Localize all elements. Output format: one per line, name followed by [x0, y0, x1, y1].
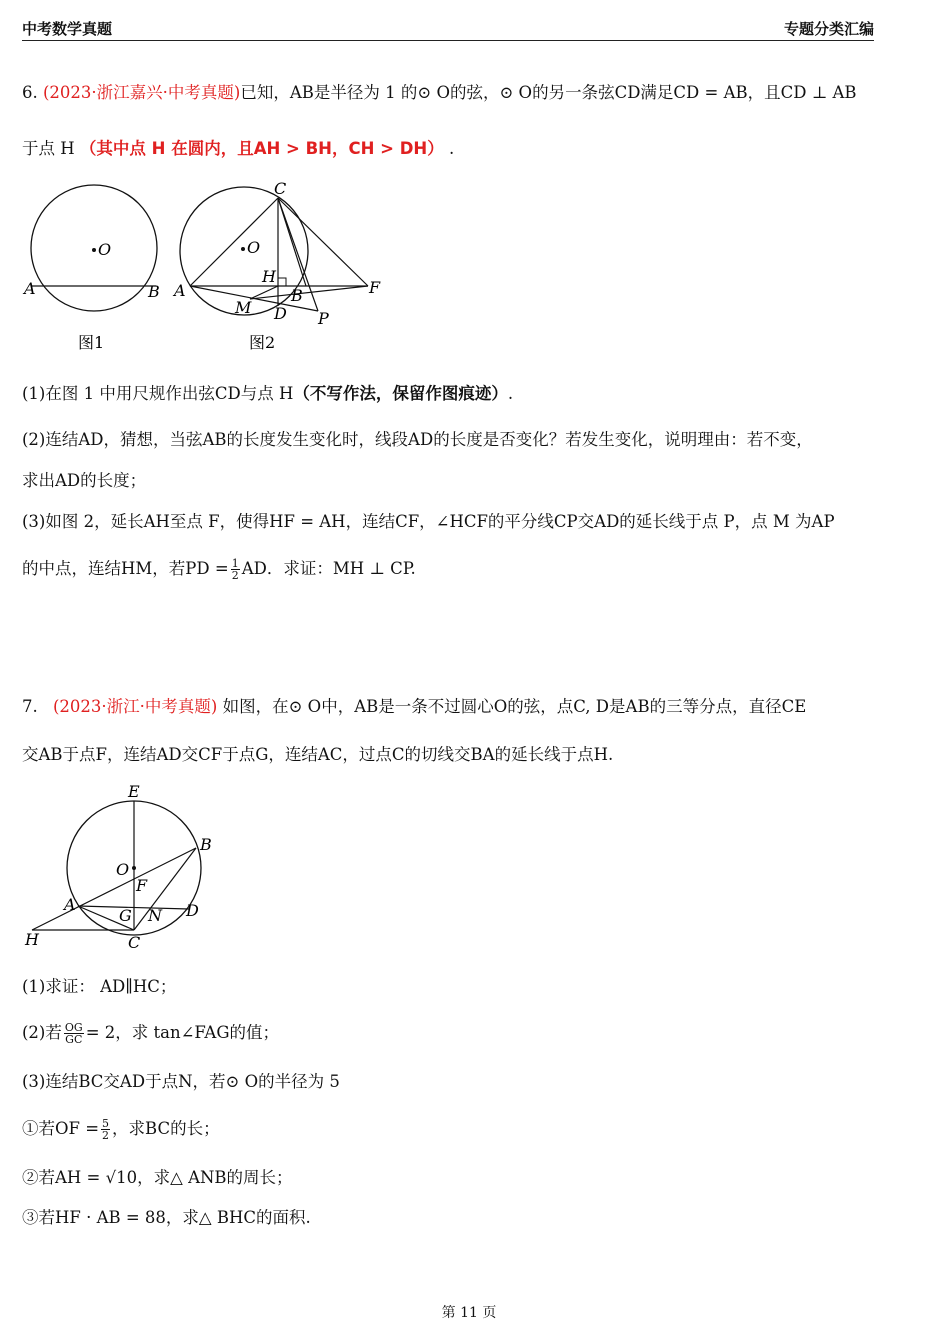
q7-p3-1-den: 2 — [102, 1129, 110, 1142]
q7-p2-num: OG — [64, 1021, 83, 1034]
q7-source: (2023·浙江·中考真题) — [53, 697, 218, 716]
fig2-label-o: O — [247, 238, 261, 257]
q7-number: 7. — [22, 697, 38, 716]
q7-line1 — [22, 696, 806, 718]
fig2-label-b: B — [291, 286, 303, 305]
q7-p3-1-num: 5 — [102, 1117, 110, 1130]
q6-stem2a: 于点 H — [22, 139, 75, 158]
q7-part3-sub3: ③若HF · AB = 88，求△ BHC的面积. — [22, 1208, 311, 1227]
q6-line2 — [22, 138, 454, 160]
q6-p3b-post: AD．求证：MH ⊥ CP. — [241, 559, 416, 578]
q7-label-g: G — [119, 906, 132, 925]
q6-stem1: 已知，AB是半径为 1 的⊙ O的弦，⊙ O的另一条弦CD满足CD = AB，且CD ⊥ AB — [240, 83, 857, 102]
q7-figure — [20, 780, 220, 952]
q7-line-hb — [32, 848, 196, 930]
fig1-label-a: A — [24, 279, 36, 298]
fig2-label-a: A — [174, 281, 186, 300]
q6-p3b-fraction — [231, 558, 240, 581]
q6-figures — [18, 178, 398, 358]
q7-stem1: 如图，在⊙ O中，AB是一条不过圆心O的弦，点C, D是AB的三等分点，直径CE — [222, 697, 807, 716]
q7-line2: 交AB于点F，连结AD交CF于点G，连结AC，过点C的切线交BA的延长线于点H. — [22, 745, 614, 764]
q7-p3-1-pre: ①若OF = — [22, 1119, 100, 1138]
q7-label-o: O — [116, 860, 130, 879]
q7-p2-den: GC — [65, 1033, 83, 1046]
fig2-label-f: F — [369, 278, 381, 297]
fig2-right-angle-mark — [278, 278, 286, 286]
fig2-line-mf — [250, 286, 368, 299]
q7-p2-post: = 2，求 tan∠FAG的值； — [85, 1023, 280, 1042]
header-left: 中考数学真题 — [22, 20, 113, 38]
q6-part1 — [22, 383, 513, 405]
q6-number: 6. — [22, 83, 38, 102]
q6-stem2c: . — [448, 139, 455, 158]
q6-part2-line2: 求出AD的长度； — [22, 471, 147, 490]
q7-part2 — [22, 1022, 279, 1045]
fig2-label-m: M — [235, 298, 252, 317]
q6-part2-line1: (2)连结AD，猜想，当弦AB的长度发生变化时，线段AD的长度是否变化？若发生变化，说明理由：若不变， — [22, 430, 813, 449]
fig1-label-b: B — [148, 282, 160, 301]
q7-label-f: F — [136, 876, 148, 895]
q7-p2-fraction — [64, 1022, 84, 1045]
q7-p3-1-post: ，求BC的长； — [112, 1119, 220, 1138]
fig2-label-p: P — [318, 309, 329, 328]
q7-label-d: D — [186, 901, 199, 920]
q7-part3-sub1 — [22, 1118, 220, 1141]
q6-part3-line2 — [22, 558, 416, 581]
q7-label-a: A — [64, 895, 76, 914]
q6-p3b-num: 1 — [231, 557, 239, 570]
q6-p1c: . — [507, 384, 514, 403]
q7-label-n: N — [148, 906, 162, 925]
fig2-center-dot — [241, 247, 245, 251]
q6-condition: （其中点 H 在圆内，且AH > BH，CH > DH） — [79, 139, 444, 158]
header-right: 专题分类汇编 — [783, 20, 874, 38]
q6-part3-line1: (3)如图 2，延长AH至点 F，使得HF = AH，连结CF，∠HCF的平分线CP交AD的延长线于点 P，点 M 为AP — [22, 512, 835, 531]
fig2-caption: 图2 — [249, 333, 276, 352]
page-footer: 第 11 页 — [441, 1305, 497, 1321]
fig1-label-o: O — [98, 240, 112, 259]
q6-p1b: （不写作法，保留作图痕迹） — [293, 384, 508, 403]
fig2-label-d: D — [274, 304, 287, 323]
q6-line1 — [22, 82, 857, 104]
q7-part1: (1)求证： AD∥HC； — [22, 977, 177, 996]
fig2-circle — [180, 187, 308, 315]
q6-p3b-den: 2 — [231, 569, 239, 582]
q7-label-b: B — [200, 835, 212, 854]
fig2-label-h: H — [262, 267, 276, 286]
q7-p3-1-fraction — [101, 1118, 110, 1141]
q7-label-e: E — [128, 782, 140, 801]
q6-p1a: (1)在图 1 中用尺规作出弦CD与点 H — [22, 384, 294, 403]
fig2-label-c: C — [274, 179, 287, 198]
q7-p2-pre: (2)若 — [22, 1023, 62, 1042]
q7-part3-sub2: ②若AH = √10，求△ ANB的周长； — [22, 1168, 293, 1187]
q6-p3b-pre: 的中点，连结HM，若PD = — [22, 559, 229, 578]
page-header — [22, 14, 874, 41]
q7-label-h: H — [25, 930, 39, 949]
fig1-caption: 图1 — [78, 333, 105, 352]
q7-label-c: C — [128, 933, 141, 952]
q6-source: (2023·浙江嘉兴·中考真题) — [43, 83, 241, 102]
q7-part3: (3)连结BC交AD于点N，若⊙ O的半径为 5 — [22, 1072, 340, 1091]
fig1-center-dot — [92, 248, 96, 252]
